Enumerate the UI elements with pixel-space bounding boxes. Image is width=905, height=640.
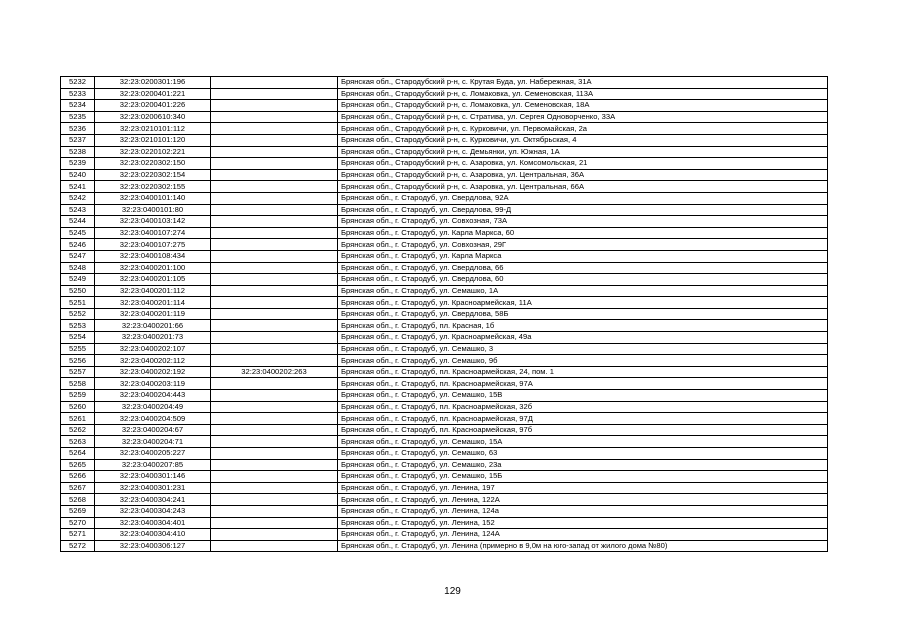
table-row <box>61 227 828 239</box>
table-row <box>61 517 828 529</box>
linked-cadastral-number-cell <box>211 355 338 367</box>
address-cell: Брянская обл., г. Стародуб, ул. Совхозная, 29Г <box>338 239 828 251</box>
address-cell: Брянская обл., г. Стародуб, ул. Свердлова, 92А <box>338 192 828 204</box>
table-row <box>61 332 828 344</box>
row-number-cell: 5263 <box>61 436 95 448</box>
address-cell: Брянская обл., Стародубский р-н, с. Азаровка, ул. Центральная, 66А <box>338 181 828 193</box>
cadastral-number-cell: 32:23:0400304:243 <box>95 505 211 517</box>
table-row <box>61 134 828 146</box>
linked-cadastral-number-cell <box>211 100 338 112</box>
table-row <box>61 424 828 436</box>
address-cell: Брянская обл., г. Стародуб, ул. Совхозная, 73А <box>338 216 828 228</box>
address-cell: Брянская обл., г. Стародуб, ул. Свердлова, 99-Д <box>338 204 828 216</box>
register-table-body <box>61 77 828 552</box>
cadastral-number-cell: 32:23:0400108:434 <box>95 250 211 262</box>
cadastral-number-cell: 32:23:0400304:241 <box>95 494 211 506</box>
address-cell: Брянская обл., Стародубский р-н, с. Курковичи, ул. Первомайская, 2а <box>338 123 828 135</box>
table-row <box>61 308 828 320</box>
cadastral-number-cell: 32:23:0400101:140 <box>95 192 211 204</box>
cadastral-number-cell: 32:23:0400201:66 <box>95 320 211 332</box>
address-cell: Брянская обл., г. Стародуб, пл. Красноармейская, 97б <box>338 424 828 436</box>
address-cell: Брянская обл., г. Стародуб, ул. Ленина (примерно в 9,0м на юго-запад от жилого дома №80) <box>338 540 828 552</box>
address-cell: Брянская обл., г. Стародуб, ул. Семашко, 15Б <box>338 471 828 483</box>
linked-cadastral-number-cell <box>211 494 338 506</box>
row-number-cell: 5245 <box>61 227 95 239</box>
row-number-cell: 5262 <box>61 424 95 436</box>
row-number-cell: 5256 <box>61 355 95 367</box>
address-cell: Брянская обл., г. Стародуб, ул. Ленина, 122А <box>338 494 828 506</box>
table-row <box>61 192 828 204</box>
cadastral-number-cell: 32:23:0400204:443 <box>95 390 211 402</box>
cadastral-number-cell: 32:23:0210101:112 <box>95 123 211 135</box>
table-row <box>61 204 828 216</box>
address-cell: Брянская обл., г. Стародуб, ул. Семашко, 15В <box>338 390 828 402</box>
table-row <box>61 448 828 460</box>
property-register-table <box>60 76 828 552</box>
linked-cadastral-number-cell <box>211 482 338 494</box>
linked-cadastral-number-cell <box>211 308 338 320</box>
address-cell: Брянская обл., г. Стародуб, ул. Ленина, 197 <box>338 482 828 494</box>
cadastral-number-cell: 32:23:0200401:221 <box>95 88 211 100</box>
row-number-cell: 5241 <box>61 181 95 193</box>
address-cell: Брянская обл., г. Стародуб, пл. Красноармейская, 32б <box>338 401 828 413</box>
linked-cadastral-number-cell <box>211 227 338 239</box>
row-number-cell: 5257 <box>61 366 95 378</box>
row-number-cell: 5237 <box>61 134 95 146</box>
address-cell: Брянская обл., г. Стародуб, ул. Семашко, 63 <box>338 448 828 460</box>
row-number-cell: 5259 <box>61 390 95 402</box>
address-cell: Брянская обл., Стародубский р-н, с. Курковичи, ул. Октябрьская, 4 <box>338 134 828 146</box>
table-row <box>61 274 828 286</box>
row-number-cell: 5238 <box>61 146 95 158</box>
table-row <box>61 111 828 123</box>
linked-cadastral-number-cell <box>211 505 338 517</box>
linked-cadastral-number-cell <box>211 169 338 181</box>
cadastral-number-cell: 32:23:0200301:196 <box>95 77 211 89</box>
cadastral-number-cell: 32:23:0400203:119 <box>95 378 211 390</box>
address-cell: Брянская обл., г. Стародуб, ул. Семашко, 23а <box>338 459 828 471</box>
row-number-cell: 5254 <box>61 332 95 344</box>
table-row <box>61 216 828 228</box>
page-number: 129 <box>444 586 461 597</box>
cadastral-number-cell: 32:23:0210101:120 <box>95 134 211 146</box>
address-cell: Брянская обл., Стародубский р-н, с. Демьянки, ул. Южная, 1А <box>338 146 828 158</box>
linked-cadastral-number-cell <box>211 192 338 204</box>
table-row <box>61 169 828 181</box>
address-cell: Брянская обл., г. Стародуб, пл. Красная, 1б <box>338 320 828 332</box>
row-number-cell: 5246 <box>61 239 95 251</box>
linked-cadastral-number-cell <box>211 471 338 483</box>
cadastral-number-cell: 32:23:0400204:67 <box>95 424 211 436</box>
table-row <box>61 250 828 262</box>
table-row <box>61 158 828 170</box>
row-number-cell: 5235 <box>61 111 95 123</box>
linked-cadastral-number-cell <box>211 332 338 344</box>
linked-cadastral-number-cell <box>211 77 338 89</box>
linked-cadastral-number-cell <box>211 123 338 135</box>
linked-cadastral-number-cell <box>211 239 338 251</box>
row-number-cell: 5270 <box>61 517 95 529</box>
row-number-cell: 5268 <box>61 494 95 506</box>
cadastral-number-cell: 32:23:0400306:127 <box>95 540 211 552</box>
linked-cadastral-number-cell <box>211 274 338 286</box>
cadastral-number-cell: 32:23:0220302:154 <box>95 169 211 181</box>
linked-cadastral-number-cell <box>211 216 338 228</box>
row-number-cell: 5244 <box>61 216 95 228</box>
linked-cadastral-number-cell <box>211 378 338 390</box>
linked-cadastral-number-cell <box>211 88 338 100</box>
cadastral-number-cell: 32:23:0400301:231 <box>95 482 211 494</box>
address-cell: Брянская обл., г. Стародуб, ул. Ленина, 152 <box>338 517 828 529</box>
row-number-cell: 5248 <box>61 262 95 274</box>
cadastral-number-cell: 32:23:0400207:85 <box>95 459 211 471</box>
row-number-cell: 5247 <box>61 250 95 262</box>
row-number-cell: 5234 <box>61 100 95 112</box>
row-number-cell: 5266 <box>61 471 95 483</box>
table-row <box>61 239 828 251</box>
cadastral-number-cell: 32:23:0400202:112 <box>95 355 211 367</box>
address-cell: Брянская обл., г. Стародуб, пл. Красноармейская, 97Д <box>338 413 828 425</box>
linked-cadastral-number-cell <box>211 448 338 460</box>
cadastral-number-cell: 32:23:0400107:274 <box>95 227 211 239</box>
table-row <box>61 343 828 355</box>
row-number-cell: 5236 <box>61 123 95 135</box>
linked-cadastral-number-cell <box>211 111 338 123</box>
cadastral-number-cell: 32:23:0400301:146 <box>95 471 211 483</box>
linked-cadastral-number-cell <box>211 262 338 274</box>
table-row <box>61 146 828 158</box>
address-cell: Брянская обл., г. Стародуб, ул. Карла Маркса <box>338 250 828 262</box>
table-row <box>61 482 828 494</box>
row-number-cell: 5253 <box>61 320 95 332</box>
cadastral-number-cell: 32:23:0400202:107 <box>95 343 211 355</box>
table-row <box>61 262 828 274</box>
address-cell: Брянская обл., г. Стародуб, ул. Карла Маркса, 60 <box>338 227 828 239</box>
table-row <box>61 77 828 89</box>
cadastral-number-cell: 32:23:0400204:49 <box>95 401 211 413</box>
address-cell: Брянская обл., Стародубский р-н, с. Азаровка, ул. Комсомольская, 21 <box>338 158 828 170</box>
linked-cadastral-number-cell <box>211 436 338 448</box>
row-number-cell: 5267 <box>61 482 95 494</box>
cadastral-number-cell: 32:23:0400204:509 <box>95 413 211 425</box>
row-number-cell: 5251 <box>61 297 95 309</box>
row-number-cell: 5261 <box>61 413 95 425</box>
table-row <box>61 88 828 100</box>
linked-cadastral-number-cell <box>211 146 338 158</box>
address-cell: Брянская обл., г. Стародуб, ул. Семашко, 1А <box>338 285 828 297</box>
row-number-cell: 5264 <box>61 448 95 460</box>
cadastral-number-cell: 32:23:0400201:100 <box>95 262 211 274</box>
linked-cadastral-number-cell <box>211 158 338 170</box>
table-row <box>61 390 828 402</box>
table-row <box>61 494 828 506</box>
row-number-cell: 5269 <box>61 505 95 517</box>
row-number-cell: 5250 <box>61 285 95 297</box>
linked-cadastral-number-cell <box>211 540 338 552</box>
cadastral-number-cell: 32:23:0400201:114 <box>95 297 211 309</box>
address-cell: Брянская обл., г. Стародуб, пл. Красноармейская, 97А <box>338 378 828 390</box>
cadastral-number-cell: 32:23:0400201:73 <box>95 332 211 344</box>
row-number-cell: 5243 <box>61 204 95 216</box>
table-row <box>61 459 828 471</box>
table-row <box>61 100 828 112</box>
table-row <box>61 436 828 448</box>
table-row <box>61 320 828 332</box>
address-cell: Брянская обл., г. Стародуб, пл. Красноармейская, 24, пом. 1 <box>338 366 828 378</box>
cadastral-number-cell: 32:23:0400205:227 <box>95 448 211 460</box>
table-row <box>61 355 828 367</box>
address-cell: Брянская обл., г. Стародуб, ул. Красноармейская, 11А <box>338 297 828 309</box>
address-cell: Брянская обл., г. Стародуб, ул. Ленина, 124а <box>338 505 828 517</box>
table-row <box>61 540 828 552</box>
cadastral-number-cell: 32:23:0400202:192 <box>95 366 211 378</box>
table-row <box>61 413 828 425</box>
linked-cadastral-number-cell <box>211 250 338 262</box>
address-cell: Брянская обл., г. Стародуб, ул. Семашко, 3 <box>338 343 828 355</box>
table-row <box>61 123 828 135</box>
table-row <box>61 529 828 541</box>
row-number-cell: 5239 <box>61 158 95 170</box>
address-cell: Брянская обл., Стародубский р-н, с. Стратива, ул. Сергея Одноворченко, 33А <box>338 111 828 123</box>
address-cell: Брянская обл., г. Стародуб, ул. Свердлова, 60 <box>338 274 828 286</box>
linked-cadastral-number-cell <box>211 134 338 146</box>
linked-cadastral-number-cell <box>211 390 338 402</box>
table-row <box>61 378 828 390</box>
row-number-cell: 5240 <box>61 169 95 181</box>
cadastral-number-cell: 32:23:0200610:340 <box>95 111 211 123</box>
row-number-cell: 5272 <box>61 540 95 552</box>
cadastral-number-cell: 32:23:0400101:80 <box>95 204 211 216</box>
cadastral-number-cell: 32:23:0220102:221 <box>95 146 211 158</box>
table-row <box>61 505 828 517</box>
address-cell: Брянская обл., Стародубский р-н, с. Крутая Буда, ул. Набережная, 31А <box>338 77 828 89</box>
row-number-cell: 5233 <box>61 88 95 100</box>
table-row <box>61 181 828 193</box>
address-cell: Брянская обл., г. Стародуб, ул. Свердлова, 58Б <box>338 308 828 320</box>
table-row <box>61 401 828 413</box>
row-number-cell: 5242 <box>61 192 95 204</box>
linked-cadastral-number-cell <box>211 320 338 332</box>
address-cell: Брянская обл., Стародубский р-н, с. Ломаковка, ул. Семеновская, 18А <box>338 100 828 112</box>
row-number-cell: 5249 <box>61 274 95 286</box>
linked-cadastral-number-cell <box>211 181 338 193</box>
address-cell: Брянская обл., г. Стародуб, ул. Семашко, 15А <box>338 436 828 448</box>
cadastral-number-cell: 32:23:0400204:71 <box>95 436 211 448</box>
row-number-cell: 5232 <box>61 77 95 89</box>
linked-cadastral-number-cell <box>211 204 338 216</box>
row-number-cell: 5271 <box>61 529 95 541</box>
table-row <box>61 471 828 483</box>
row-number-cell: 5260 <box>61 401 95 413</box>
cadastral-number-cell: 32:23:0400304:410 <box>95 529 211 541</box>
linked-cadastral-number-cell <box>211 529 338 541</box>
row-number-cell: 5255 <box>61 343 95 355</box>
table-row <box>61 366 828 378</box>
cadastral-number-cell: 32:23:0400304:401 <box>95 517 211 529</box>
linked-cadastral-number-cell <box>211 517 338 529</box>
row-number-cell: 5252 <box>61 308 95 320</box>
address-cell: Брянская обл., Стародубский р-н, с. Ломаковка, ул. Семеновская, 113А <box>338 88 828 100</box>
cadastral-number-cell: 32:23:0400201:105 <box>95 274 211 286</box>
linked-cadastral-number-cell <box>211 413 338 425</box>
linked-cadastral-number-cell <box>211 285 338 297</box>
cadastral-number-cell: 32:23:0400201:112 <box>95 285 211 297</box>
linked-cadastral-number-cell <box>211 459 338 471</box>
cadastral-number-cell: 32:23:0220302:150 <box>95 158 211 170</box>
linked-cadastral-number-cell <box>211 297 338 309</box>
linked-cadastral-number-cell <box>211 401 338 413</box>
table-row <box>61 285 828 297</box>
address-cell: Брянская обл., г. Стародуб, ул. Семашко, 9б <box>338 355 828 367</box>
row-number-cell: 5265 <box>61 459 95 471</box>
linked-cadastral-number-cell <box>211 343 338 355</box>
linked-cadastral-number-cell: 32:23:0400202:263 <box>211 366 338 378</box>
cadastral-number-cell: 32:23:0400201:119 <box>95 308 211 320</box>
cadastral-number-cell: 32:23:0400107:275 <box>95 239 211 251</box>
address-cell: Брянская обл., г. Стародуб, ул. Красноармейская, 49а <box>338 332 828 344</box>
cadastral-number-cell: 32:23:0400103:142 <box>95 216 211 228</box>
table-row <box>61 297 828 309</box>
address-cell: Брянская обл., г. Стародуб, ул. Свердлова, 66 <box>338 262 828 274</box>
cadastral-number-cell: 32:23:0200401:226 <box>95 100 211 112</box>
address-cell: Брянская обл., Стародубский р-н, с. Азаровка, ул. Центральная, 36А <box>338 169 828 181</box>
row-number-cell: 5258 <box>61 378 95 390</box>
address-cell: Брянская обл., г. Стародуб, ул. Ленина, 124А <box>338 529 828 541</box>
linked-cadastral-number-cell <box>211 424 338 436</box>
cadastral-number-cell: 32:23:0220302:155 <box>95 181 211 193</box>
